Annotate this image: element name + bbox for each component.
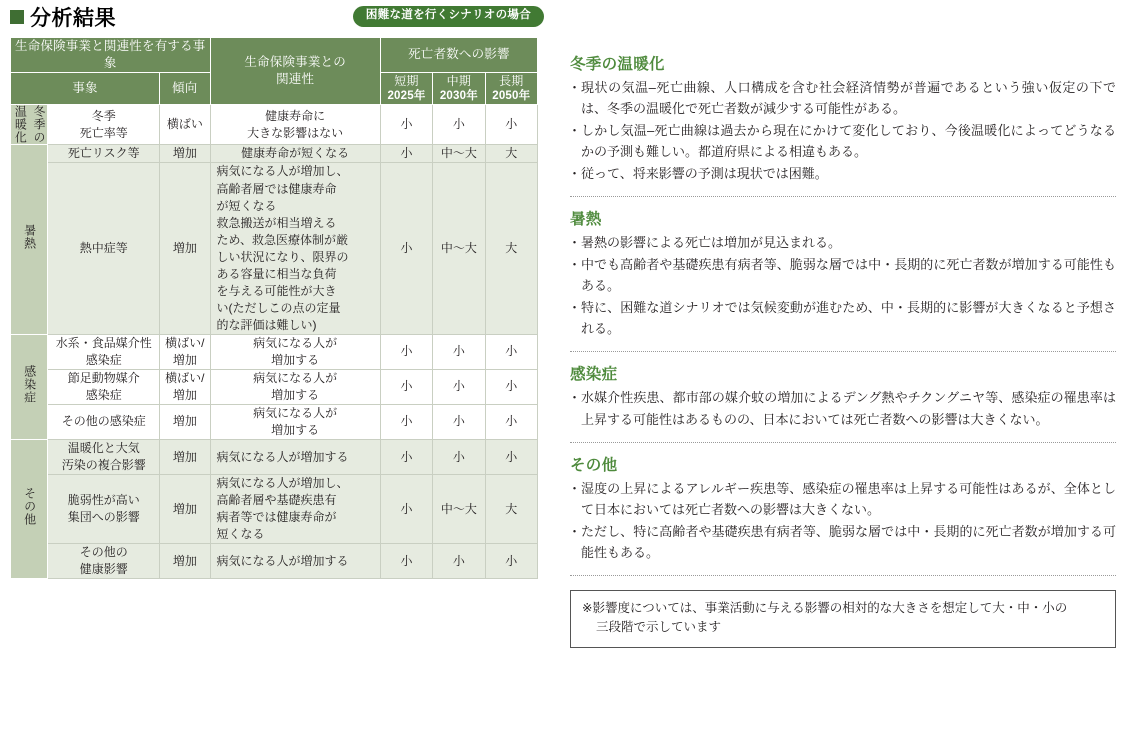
cell-event: 熱中症等 xyxy=(48,163,160,334)
bullet-list xyxy=(570,478,1116,563)
table-body xyxy=(11,105,538,579)
cell-mid-term: 中〜大 xyxy=(433,475,485,544)
cell-event xyxy=(48,369,160,404)
cell-long-term: 小 xyxy=(485,369,537,404)
cell-event: その他の感染症 xyxy=(48,404,160,439)
header-relevance-line2: 関連性 xyxy=(276,72,315,87)
cell-relevance xyxy=(210,369,380,404)
header-long-term-label: 長期 xyxy=(499,73,524,88)
header-impact-on-deaths: 死亡者数への影響 xyxy=(380,38,537,73)
cell-short-term: 小 xyxy=(380,404,432,439)
table-head xyxy=(11,38,538,105)
category-cell-heat xyxy=(11,145,48,334)
category-label-a: 感染症 xyxy=(22,364,37,404)
cell-long-term: 小 xyxy=(485,334,537,369)
section-infectious-disease xyxy=(570,362,1116,432)
cell-event-line1: その他の xyxy=(79,545,128,560)
cell-event-line2: 死亡率等 xyxy=(79,125,128,140)
table-row xyxy=(11,544,538,579)
header-related-events: 生命保険事業と関連性を有する事象 xyxy=(11,38,211,73)
cell-event-line2: 健康影響 xyxy=(79,562,128,577)
bullet-list xyxy=(570,387,1116,429)
cell-mid-term: 中〜大 xyxy=(433,145,485,163)
table-row xyxy=(11,334,538,369)
cell-relevance-line1: 病気になる人が xyxy=(253,370,338,385)
cell-relevance-line2: 増加する xyxy=(271,352,320,367)
right-pane xyxy=(570,52,1116,648)
table-row xyxy=(11,439,538,474)
category-cell-winter-warming xyxy=(11,105,48,145)
cell-long-term: 小 xyxy=(485,404,537,439)
cell-relevance-line1: 健康寿命に xyxy=(265,108,326,123)
section-heading: その他 xyxy=(570,456,618,474)
cell-trend: 増加 xyxy=(160,404,210,439)
header-event: 事象 xyxy=(11,72,160,105)
divider xyxy=(570,575,1116,576)
cell-relevance-line1: 病気になる人が xyxy=(253,405,338,420)
category-cell-other xyxy=(11,439,48,578)
status-badge: 困難な道を行くシナリオの場合 xyxy=(353,6,544,27)
table-row xyxy=(11,475,538,544)
cell-trend-line1: 横ばい/ xyxy=(165,370,205,385)
cell-mid-term: 小 xyxy=(433,334,485,369)
section-heading: 冬季の温暖化 xyxy=(570,56,665,73)
cell-trend: 増加 xyxy=(160,544,210,579)
cell-short-term: 小 xyxy=(380,475,432,544)
cell-relevance xyxy=(210,334,380,369)
page-title-text: 分析結果 xyxy=(30,7,116,30)
cell-mid-term: 小 xyxy=(433,439,485,474)
table-row xyxy=(11,163,538,334)
list-item: ・ 中でも高齢者や基礎疾患有病者等、脆弱な層では中・長期的に死亡者数が増加する可能性もある。 xyxy=(570,254,1116,296)
cell-mid-term: 小 xyxy=(433,105,485,145)
cell-event: 死亡リスク等 xyxy=(48,145,160,163)
cell-relevance-line7: ある容量に相当な負荷 xyxy=(216,266,337,281)
cell-relevance xyxy=(210,105,380,145)
table-header-row-1 xyxy=(11,38,538,73)
section-heading: 暑熱 xyxy=(570,211,602,229)
header-mid-term xyxy=(433,72,485,105)
note-box xyxy=(570,590,1116,648)
cell-long-term: 大 xyxy=(485,475,537,544)
cell-mid-term: 小 xyxy=(433,544,485,579)
cell-trend: 増加 xyxy=(160,475,210,544)
cell-relevance-line2: 高齢者層では健康寿命 xyxy=(216,181,337,196)
cell-event xyxy=(48,105,160,145)
cell-relevance-line1: 病気になる人が増加し、 xyxy=(216,164,349,179)
cell-relevance-line1: 病気になる人が増加し、 xyxy=(216,476,349,491)
cell-short-term: 小 xyxy=(380,544,432,579)
header-long-term-year: 2050年 xyxy=(492,89,531,102)
table-row xyxy=(11,369,538,404)
header-short-term-year: 2025年 xyxy=(387,89,426,102)
cell-trend: 横ばい xyxy=(160,105,210,145)
list-item: ・ 現状の気温–死亡曲線、人口構成を含む社会経済情勢が普遍であるという強い仮定の下では、冬季の温暖化で死亡者数が減少する可能性がある。 xyxy=(570,77,1116,119)
cell-short-term: 小 xyxy=(380,163,432,334)
title-row xyxy=(10,0,544,34)
section-heat xyxy=(570,207,1116,342)
cell-trend-line1: 横ばい/ xyxy=(165,335,205,350)
cell-relevance-line4: 短くなる xyxy=(216,527,265,542)
page-title xyxy=(10,2,116,32)
cell-relevance: 病気になる人が増加する xyxy=(210,544,380,579)
cell-short-term: 小 xyxy=(380,105,432,145)
table-row xyxy=(11,404,538,439)
cell-event xyxy=(48,334,160,369)
category-cell-infectious xyxy=(11,334,48,439)
cell-relevance-line2: 大きな影響はない xyxy=(247,125,344,140)
cell-relevance-line1: 病気になる人が xyxy=(253,335,338,350)
table-row xyxy=(11,105,538,145)
cell-event-line2: 集団への影響 xyxy=(67,510,140,525)
cell-trend: 増加 xyxy=(160,439,210,474)
category-label-a: 暑熱 xyxy=(22,224,37,251)
cell-long-term: 小 xyxy=(485,544,537,579)
cell-long-term: 大 xyxy=(485,145,537,163)
cell-relevance xyxy=(210,475,380,544)
cell-relevance: 病気になる人が増加する xyxy=(210,439,380,474)
cell-relevance: 健康寿命が短くなる xyxy=(210,145,380,163)
cell-relevance-line2: 増加する xyxy=(271,422,320,437)
cell-event-line1: 冬季 xyxy=(91,108,116,123)
cell-relevance-line8: を与える可能性が大き xyxy=(216,283,337,298)
left-pane xyxy=(10,0,544,735)
cell-event xyxy=(48,439,160,474)
cell-trend-line2: 増加 xyxy=(172,352,197,367)
header-mid-term-label: 中期 xyxy=(446,73,472,88)
cell-short-term: 小 xyxy=(380,145,432,163)
list-item: ・ 暑熱の影響による死亡は増加が見込まれる。 xyxy=(570,232,1116,253)
cell-mid-term: 小 xyxy=(433,369,485,404)
cell-trend-line2: 増加 xyxy=(172,387,197,402)
category-label-a: 冬季の xyxy=(31,105,46,145)
divider xyxy=(570,196,1116,197)
cell-relevance xyxy=(210,404,380,439)
cell-relevance-line2: 増加する xyxy=(271,387,320,402)
cell-mid-term: 小 xyxy=(433,404,485,439)
note-line-1: ※影響度については、事業活動に与える影響の相対的な大きさを想定して大・中・小の xyxy=(582,600,1068,615)
header-short-term-label: 短期 xyxy=(394,73,419,88)
note-line-2: 三段階で示しています xyxy=(596,620,722,635)
list-item: ・ ただし、特に高齢者や基礎疾患有病者等、脆弱な層では中・長期的に死亡者数が増加する可能性もある。 xyxy=(570,521,1116,563)
list-item: ・ 特に、困難な道シナリオでは気候変動が進むため、中・長期的に影響が大きくなると予想される。 xyxy=(570,297,1116,339)
cell-relevance-line3: が短くなる xyxy=(216,198,277,213)
cell-long-term: 小 xyxy=(485,105,537,145)
header-long-term xyxy=(485,72,537,105)
list-item: ・ 従って、将来影響の予測は現状では困難。 xyxy=(570,163,1116,184)
cell-event-line1: 節足動物媒介 xyxy=(67,370,140,385)
cell-mid-term: 中〜大 xyxy=(433,163,485,334)
cell-short-term: 小 xyxy=(380,334,432,369)
cell-relevance-line10: 的な評価は難しい) xyxy=(216,317,317,332)
bullet-list xyxy=(570,77,1116,184)
cell-long-term: 大 xyxy=(485,163,537,334)
header-relevance-line1: 生命保険事業との xyxy=(244,55,346,70)
analysis-table xyxy=(10,37,538,579)
cell-relevance-line4: 救急搬送が相当増える xyxy=(216,215,337,230)
cell-event xyxy=(48,475,160,544)
table-row xyxy=(11,145,538,163)
cell-relevance xyxy=(210,163,380,334)
bullet-list xyxy=(570,232,1116,339)
section-other xyxy=(570,453,1116,566)
cell-relevance-line5: ため、救急医療体制が厳 xyxy=(216,232,349,247)
header-mid-term-year: 2030年 xyxy=(439,89,478,102)
divider xyxy=(570,442,1116,443)
list-item: ・ 水媒介性疾患、都市部の媒介蚊の増加によるデング熱やチクングニヤ等、感染症の罹患率は上昇する可能性はあるものの、日本においては死亡者数への影響は大きくない。 xyxy=(570,387,1116,429)
cell-relevance-line9: い(ただしこの点の定量 xyxy=(216,300,341,315)
cell-short-term: 小 xyxy=(380,439,432,474)
cell-event-line1: 脆弱性が高い xyxy=(67,493,140,508)
cell-trend xyxy=(160,334,210,369)
cell-trend: 増加 xyxy=(160,163,210,334)
cell-relevance-line3: 病者等では健康寿命が xyxy=(216,510,337,525)
cell-long-term: 小 xyxy=(485,439,537,474)
cell-relevance-line2: 高齢者層や基礎疾患有 xyxy=(216,493,337,508)
cell-trend: 増加 xyxy=(160,145,210,163)
list-item: ・ しかし気温–死亡曲線は過去から現在にかけて変化しており、今後温暖化によってどうなるかの予測も難しい。都道府県による相違もある。 xyxy=(570,120,1116,162)
cell-short-term: 小 xyxy=(380,369,432,404)
header-trend: 傾向 xyxy=(160,72,210,105)
category-label-a: その他 xyxy=(22,487,37,527)
section-winter-warming xyxy=(570,52,1116,187)
cell-event-line1: 温暖化と大気 xyxy=(67,440,140,455)
header-relevance xyxy=(210,38,380,105)
divider xyxy=(570,351,1116,352)
section-heading: 感染症 xyxy=(570,366,618,384)
list-item: ・ 湿度の上昇によるアレルギー疾患等、感染症の罹患率は上昇する可能性はあるが、全体として日本においては死亡者数への影響は大きくない。 xyxy=(570,478,1116,520)
header-short-term xyxy=(380,72,432,105)
cell-event xyxy=(48,544,160,579)
category-label-b: 温暖化 xyxy=(13,105,28,145)
cell-trend xyxy=(160,369,210,404)
cell-event-line2: 汚染の複合影響 xyxy=(61,458,146,473)
cell-event-line2: 感染症 xyxy=(85,387,122,402)
cell-event-line1: 水系・食品媒介性 xyxy=(55,335,152,350)
cell-relevance-line6: しい状況になり、限界の xyxy=(216,249,349,264)
cell-event-line2: 感染症 xyxy=(85,352,122,367)
square-marker-icon xyxy=(10,10,24,24)
